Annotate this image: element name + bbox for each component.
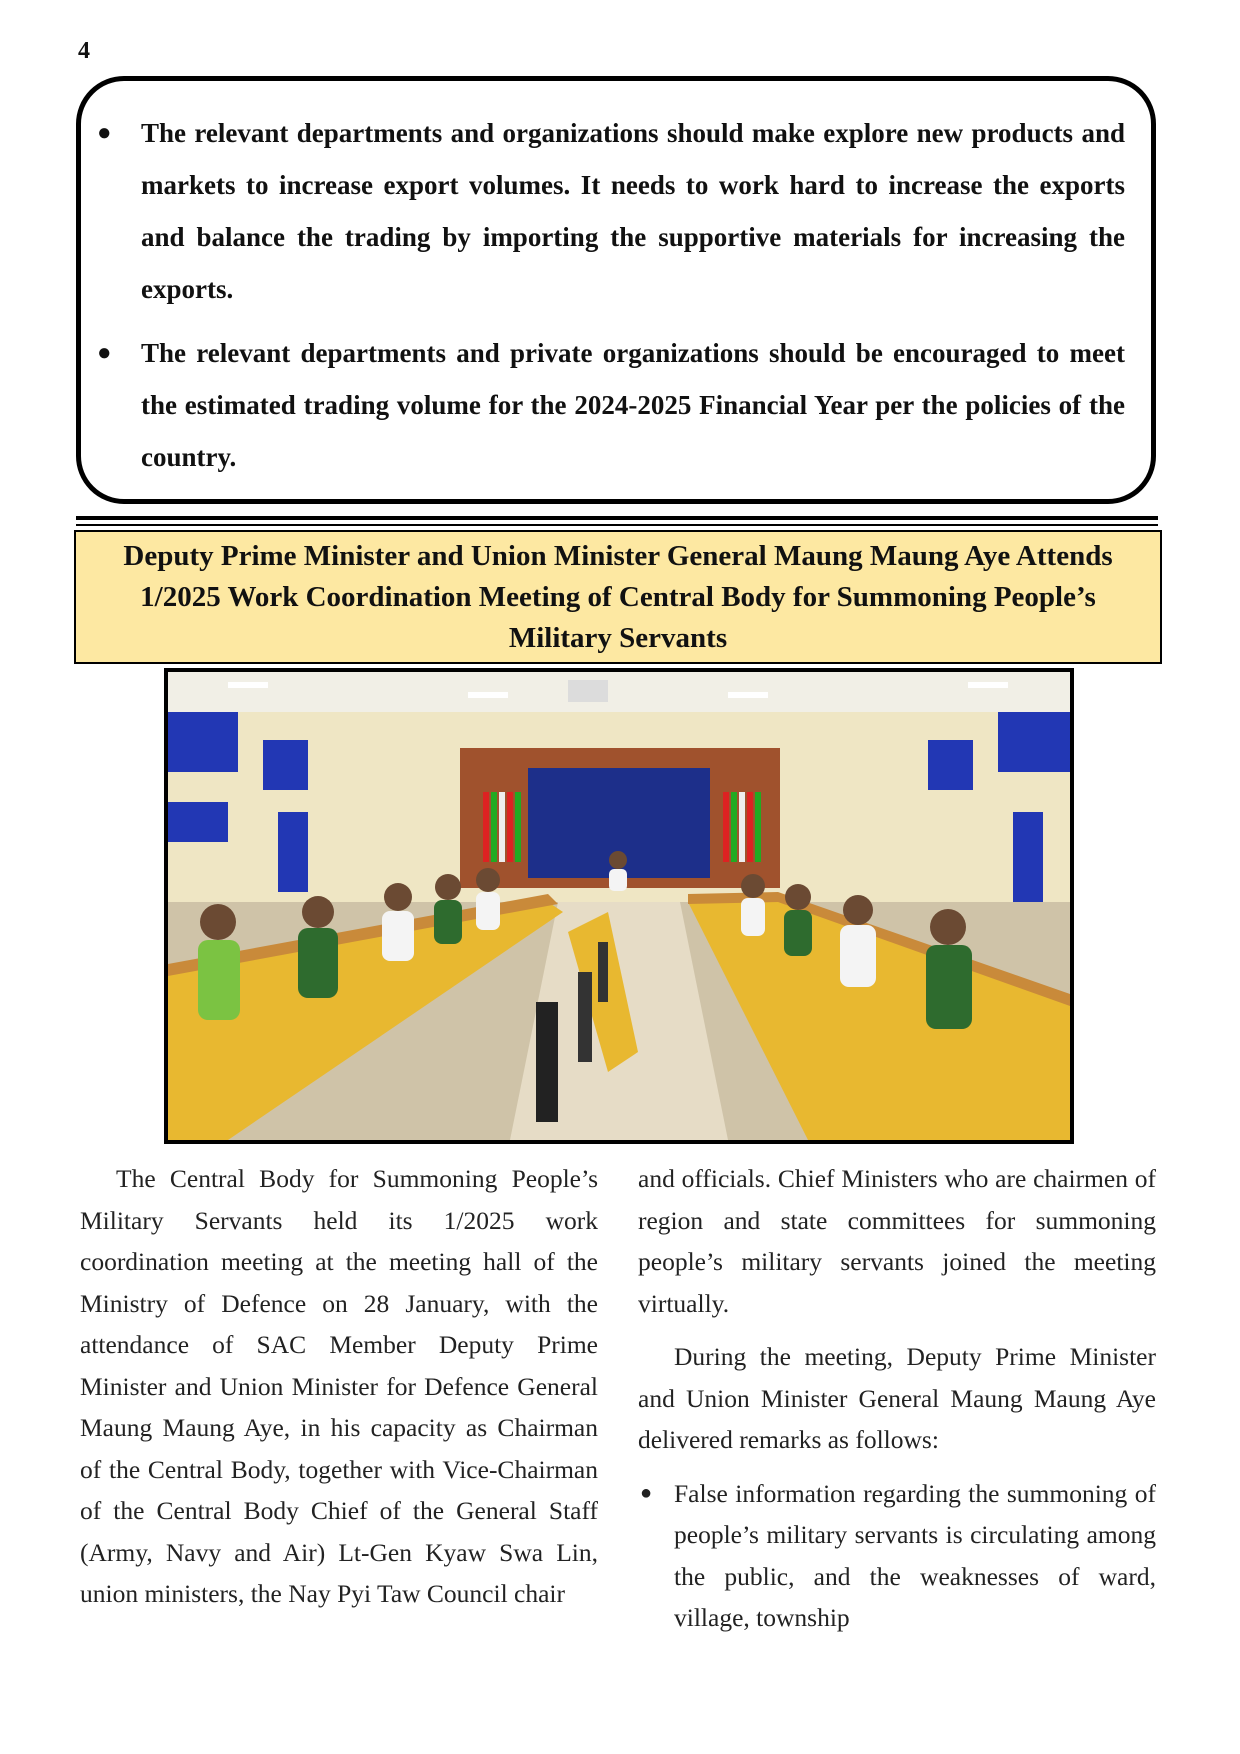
bullet-icon: ● (640, 1481, 653, 1504)
article-paragraph: During the meeting, Deputy Prime Minister and Union Minister General Maung Maung Aye delivered remarks as follows: (638, 1342, 1156, 1454)
article-paragraph: The Central Body for Summoning People’s Military Servants held its 1/2025 work coordination meeting at the meeting hall of the Ministry of Defence on 28 January, with the attendance of SAC Member Deputy Prime Minister and Union Minister for Defence General Maung Maung Aye, in his capacity as Chairman of the Central Body, together with Vice-Chairman of the Central Body Chief of the General Staff (Army, Navy and Air) Lt-Gen Kyaw Swa Lin, union ministers, the Nay Pyi Taw Council chair (80, 1164, 598, 1608)
key-point-text: The relevant departments and organizations should make explore new products and markets to increase export volumes. It needs to work hard to increase the exports and balance the trading by importing the supportive materials for increasing the exports. (141, 118, 1125, 304)
article-column-left (80, 1158, 598, 1615)
remarks-list (638, 1473, 1156, 1639)
article-column-right (638, 1158, 1156, 1639)
key-point-item (97, 107, 1125, 315)
key-points-list (97, 107, 1125, 495)
key-point-text: The relevant departments and private organizations should be encouraged to meet the estimated trading volume for the 2024-2025 Financial Year per the policies of the country. (141, 338, 1125, 472)
divider-thick (76, 516, 1158, 520)
headline-line: 1/2025 Work Coordination Meeting of Central Body for Summoning People’s (140, 581, 1096, 613)
page-number: 4 (78, 38, 90, 64)
meeting-photo (164, 668, 1074, 1144)
headline-line: Military Servants (508, 622, 728, 654)
bullet-icon: ● (97, 120, 112, 146)
remarks-item (640, 1473, 1156, 1639)
article-headline (74, 530, 1162, 664)
bullet-icon: ● (97, 340, 112, 366)
article-paragraph: and officials. Chief Ministers who are chairmen of region and state committees for summoning people’s military servants joined the meeting virtually. (638, 1164, 1156, 1318)
key-point-item (97, 327, 1125, 483)
headline-line: Deputy Prime Minister and Union Minister General Maung Maung Aye Attends (123, 540, 1113, 572)
divider-thin (76, 524, 1158, 526)
remarks-text: False information regarding the summoning of people’s military servants is circulating among the public, and the weaknesses of ward, village, township (674, 1478, 1156, 1632)
key-points-box (76, 76, 1156, 504)
